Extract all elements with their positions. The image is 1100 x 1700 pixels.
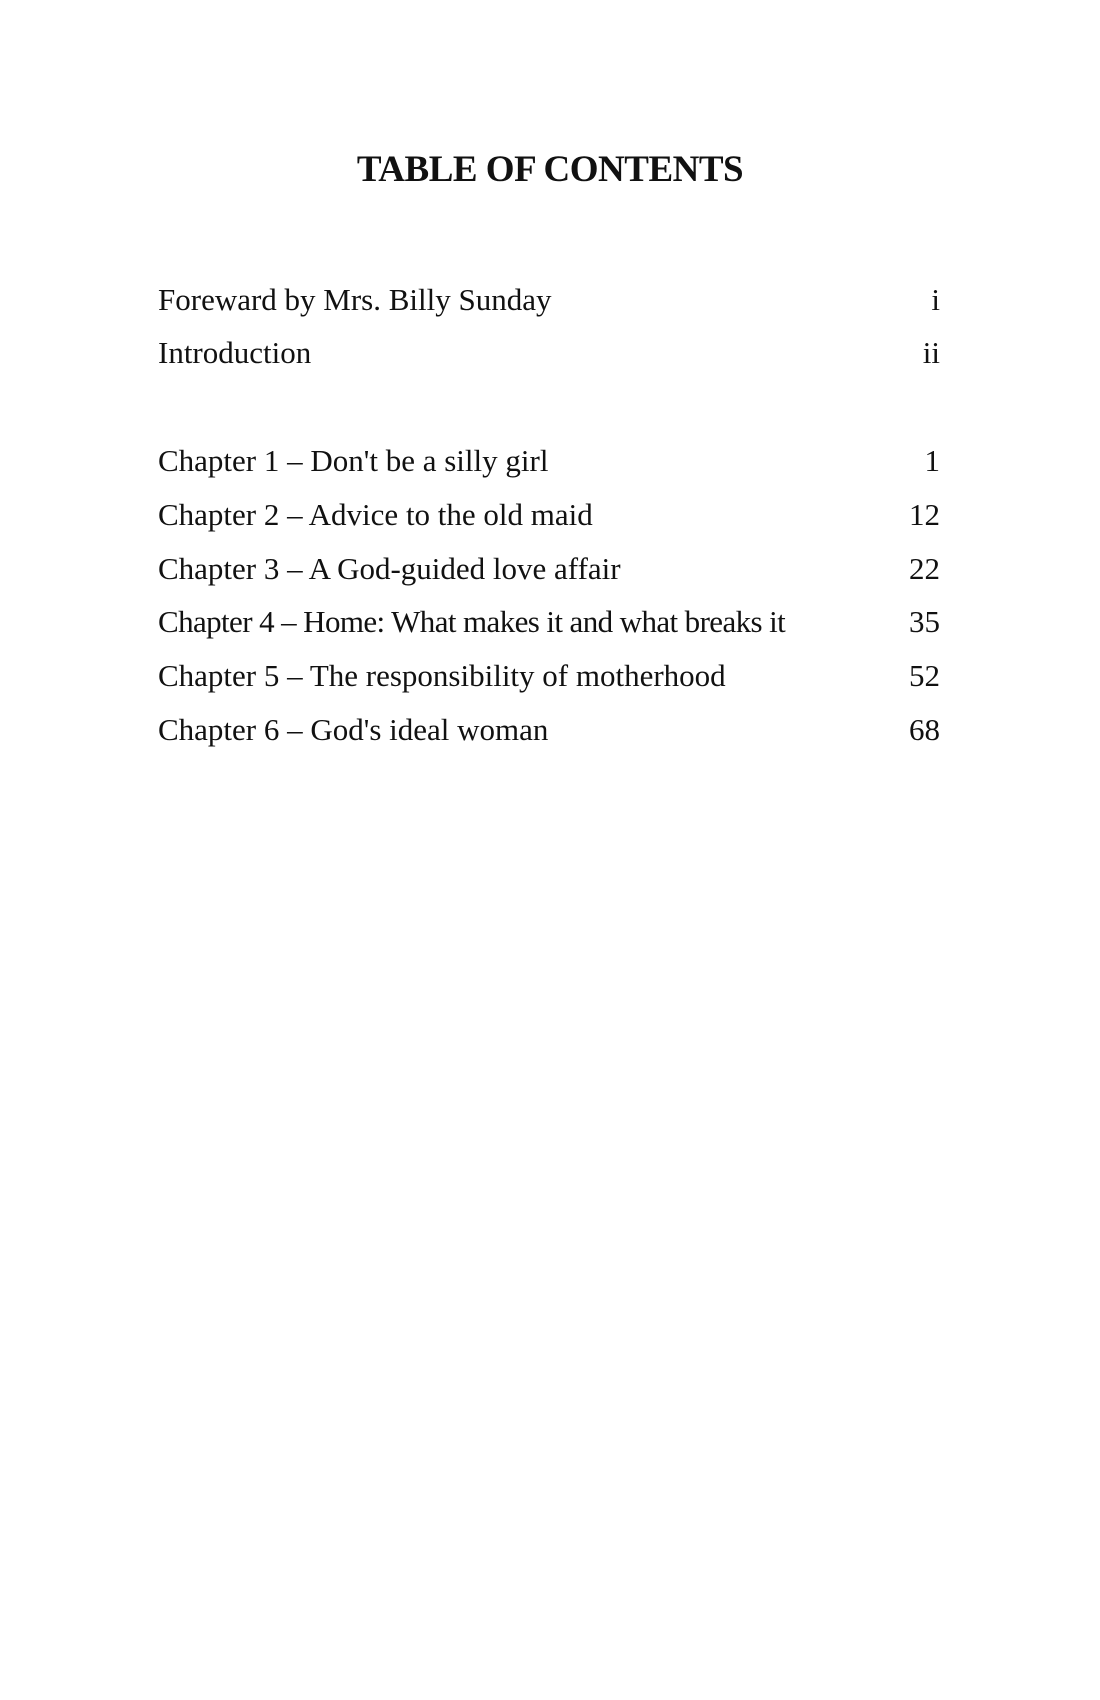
page-title: TABLE OF CONTENTS	[356, 149, 744, 190]
entry-page: 35	[909, 604, 940, 639]
toc-entry-foreward	[158, 282, 940, 322]
entry-page: ii	[922, 335, 940, 370]
entry-label: Foreward by Mrs. Billy Sunday	[158, 282, 552, 317]
entry-label: Chapter 2 – Advice to the old maid	[158, 497, 593, 532]
entry-label: Introduction	[158, 335, 312, 370]
entry-label: Chapter 5 – The responsibility of motherhood	[158, 658, 726, 693]
toc-entry-chapter-5	[158, 658, 940, 698]
toc-entry-introduction	[158, 335, 940, 375]
entry-page: 1	[924, 443, 940, 478]
toc-entry-chapter-4	[158, 604, 940, 644]
toc-entry-chapter-2	[158, 497, 940, 537]
toc-entry-chapter-6	[158, 712, 940, 752]
entry-page: 68	[909, 712, 940, 747]
toc-entry-chapter-3	[158, 551, 940, 591]
entry-label: Chapter 1 – Don't be a silly girl	[158, 443, 549, 478]
entry-page: i	[931, 282, 940, 317]
entry-page: 12	[909, 497, 940, 532]
entry-label: Chapter 3 – A God-guided love affair	[158, 551, 621, 586]
toc-entry-chapter-1	[158, 443, 940, 483]
entry-label: Chapter 4 – Home: What makes it and what breaks it	[158, 604, 786, 639]
entry-page: 22	[909, 551, 940, 586]
entry-page: 52	[909, 658, 940, 693]
entry-label: Chapter 6 – God's ideal woman	[158, 712, 549, 747]
